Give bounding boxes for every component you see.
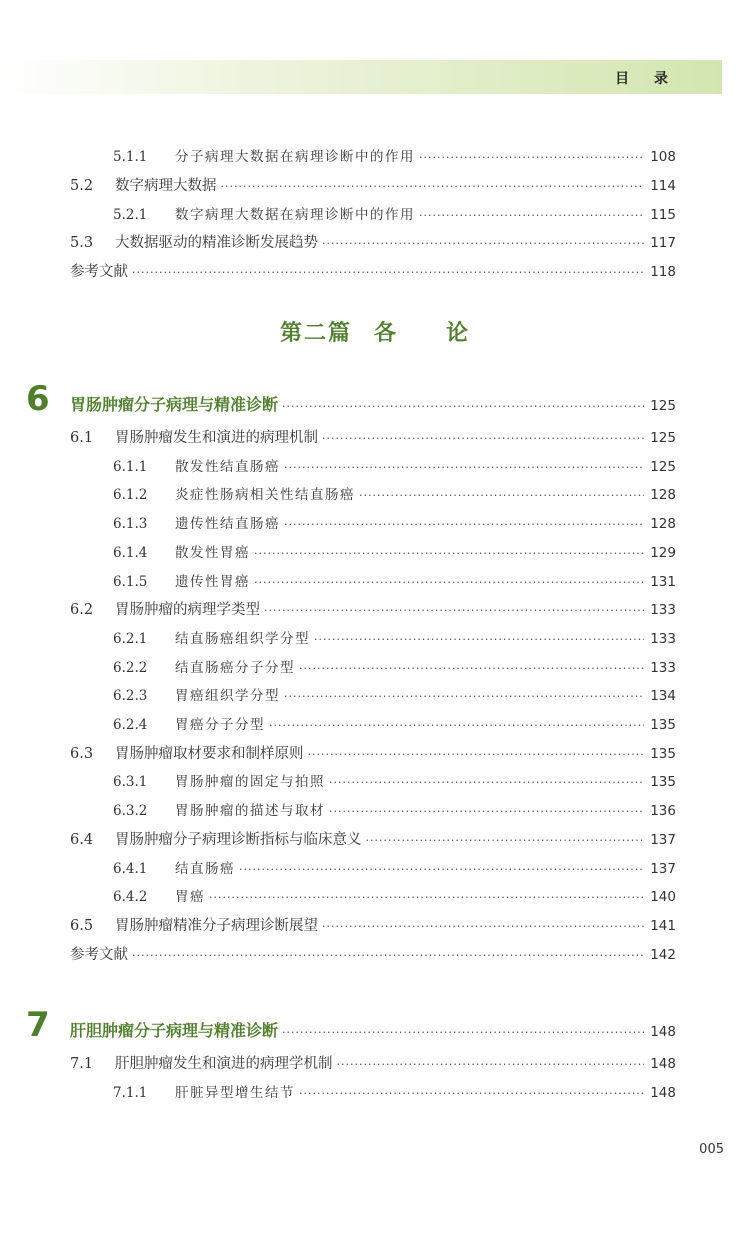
entry-title: 胃癌: [175, 889, 205, 906]
page-number: 005: [699, 1142, 724, 1157]
leader-dots: [264, 600, 644, 622]
entry-number: 7.1: [70, 1056, 94, 1072]
entry-title: 炎症性肠病相关性结直肠癌: [175, 487, 355, 504]
entry-page: 137: [650, 860, 676, 877]
entry-number: 6.3: [70, 745, 94, 762]
leader-dots: [329, 772, 644, 794]
entry-page: 148: [650, 1084, 676, 1101]
entry-title: 胃肠肿瘤精准分子病理诊断展望: [115, 917, 318, 934]
entry-title: 分子病理大数据在病理诊断中的作用: [175, 149, 415, 165]
entry-number: 6.3.2: [113, 803, 148, 820]
leader-dots: [322, 428, 644, 450]
leader-dots: [239, 859, 644, 881]
entry-number: 6.2: [70, 602, 94, 619]
leader-dots: [322, 916, 644, 938]
entry-number: 5.3: [70, 235, 94, 251]
entry-number: 5.1.1: [113, 149, 148, 165]
leader-dots: [282, 1026, 644, 1039]
entry-page: 137: [650, 831, 676, 848]
entry-title: 参考文献: [70, 946, 128, 963]
leader-dots: [329, 801, 644, 823]
entry-number: 6.2.2: [113, 659, 148, 676]
leader-dots: [132, 945, 644, 967]
toc-entry[interactable]: [113, 484, 676, 506]
toc-entry[interactable]: [113, 513, 676, 535]
entry-page: 125: [650, 458, 676, 475]
entry-number: 6.2.1: [113, 630, 148, 647]
toc-entry[interactable]: [113, 628, 676, 650]
entry-title: 结直肠癌: [175, 860, 235, 877]
toc-entry[interactable]: [70, 175, 676, 197]
toc-entry[interactable]: [70, 232, 676, 254]
entry-number: 6.1.1: [113, 458, 148, 475]
entry-number: 6.1.5: [113, 573, 148, 590]
leader-dots: [299, 658, 644, 680]
leader-dots: [209, 887, 644, 909]
leader-dots: [366, 830, 645, 852]
leader-dots: [284, 686, 644, 708]
entry-number: 6.1: [70, 430, 94, 446]
toc-entry[interactable]: [113, 714, 676, 736]
entry-page: 117: [650, 235, 676, 251]
entry-page: 115: [650, 207, 676, 223]
entry-page: 148: [650, 1056, 676, 1072]
chapter-title: 胃肠肿瘤分子病理与精准诊断: [70, 395, 279, 414]
leader-dots: [337, 1054, 645, 1076]
leader-dots: [419, 147, 644, 169]
entry-number: 6.2.3: [113, 688, 148, 705]
entry-number: 6.1.3: [113, 516, 148, 533]
chapter-page: 148: [650, 1024, 676, 1040]
entry-title: 胃肠肿瘤的病理学类型: [115, 602, 260, 619]
entry-page: 133: [650, 630, 676, 647]
leader-dots: [322, 233, 644, 255]
entry-title: 胃肠肿瘤分子病理诊断指标与临床意义: [115, 831, 362, 848]
toc-entry[interactable]: [113, 886, 676, 908]
part-number: 第二篇: [279, 320, 352, 346]
entry-number: 5.2.1: [113, 207, 148, 223]
part-name-1: 各: [373, 320, 398, 346]
chapter-heading-6[interactable]: [26, 379, 676, 419]
entry-title: 结直肠癌分子分型: [175, 659, 295, 676]
entry-title: 肝脏异型增生结节: [175, 1084, 295, 1101]
entry-page: 114: [650, 178, 676, 194]
leader-dots: [359, 485, 644, 507]
chapter-number: 6: [26, 379, 50, 419]
toc-entry[interactable]: [113, 571, 676, 593]
entry-number: 6.2.4: [113, 717, 148, 733]
entry-title: 胃肠肿瘤发生和演进的病理机制: [115, 430, 318, 446]
chapter-heading-7[interactable]: [26, 1005, 676, 1045]
entry-title: 结直肠癌组织学分型: [175, 630, 310, 647]
entry-title: 数字病理大数据在病理诊断中的作用: [175, 207, 415, 223]
leader-dots: [221, 176, 645, 198]
entry-page: 133: [650, 602, 676, 619]
part-name-2: 论: [446, 320, 471, 346]
toc-entry[interactable]: [70, 915, 676, 937]
entry-title: 胃肠肿瘤取材要求和制样原则: [115, 745, 304, 762]
toc-entry-references[interactable]: [70, 261, 676, 283]
leader-dots: [284, 457, 644, 479]
leader-dots: [284, 514, 644, 536]
entry-page: 135: [650, 774, 676, 791]
header-band: [0, 60, 722, 94]
toc-entry[interactable]: [113, 657, 676, 679]
entry-title: 胃癌分子分型: [175, 717, 265, 733]
entry-title: 散发性胃癌: [175, 544, 250, 561]
toc-entry[interactable]: [113, 542, 676, 564]
entry-number: 6.1.2: [113, 487, 148, 504]
entry-title: 胃癌组织学分型: [175, 688, 280, 705]
toc-entry[interactable]: [113, 685, 676, 707]
entry-page: 131: [650, 573, 676, 590]
entry-number: 6.5: [70, 917, 94, 934]
entry-page: 134: [650, 688, 676, 705]
leader-dots: [269, 715, 644, 737]
leader-dots: [254, 572, 644, 594]
toc-entry[interactable]: [113, 456, 676, 478]
entry-page: 141: [650, 917, 676, 934]
entry-number: 6.4: [70, 831, 94, 848]
toc-entry[interactable]: [70, 743, 676, 765]
toc-entry[interactable]: [113, 1082, 676, 1104]
entry-page: 125: [650, 430, 676, 446]
entry-page: 128: [650, 487, 676, 504]
entry-title: 胃肠肿瘤的描述与取材: [175, 803, 325, 820]
leader-dots: [132, 262, 644, 284]
toc-entry-references[interactable]: [70, 944, 676, 966]
entry-title: 大数据驱动的精准诊断发展趋势: [115, 235, 318, 251]
entry-page: 140: [650, 889, 676, 906]
leader-dots: [308, 744, 645, 766]
chapter-title: 肝胆肿瘤分子病理与精准诊断: [70, 1021, 279, 1040]
part-title: [0, 316, 750, 347]
toc-entry[interactable]: [113, 204, 676, 226]
toc-entry[interactable]: [70, 829, 676, 851]
leader-dots: [419, 205, 644, 227]
entry-title: 数字病理大数据: [115, 178, 217, 194]
entry-page: 133: [650, 659, 676, 676]
entry-page: 118: [650, 264, 676, 280]
entry-number: 6.4.2: [113, 889, 148, 906]
entry-page: 136: [650, 803, 676, 820]
toc-entry[interactable]: [70, 427, 676, 449]
entry-title: 散发性结直肠癌: [175, 458, 280, 475]
entry-number: 6.3.1: [113, 774, 148, 791]
entry-number: 7.1.1: [113, 1084, 148, 1101]
entry-page: 135: [650, 745, 676, 762]
entry-title: 遗传性胃癌: [175, 573, 250, 590]
entry-page: 128: [650, 516, 676, 533]
leader-dots: [314, 629, 644, 651]
leader-dots: [282, 400, 644, 413]
toc-entry[interactable]: [113, 771, 676, 793]
entry-number: 6.1.4: [113, 544, 148, 561]
entry-number: 5.2: [70, 178, 94, 194]
entry-number: 6.4.1: [113, 860, 148, 877]
toc-entry[interactable]: [113, 800, 676, 822]
entry-page: 135: [650, 717, 676, 733]
entry-page: 142: [650, 946, 676, 963]
entry-page: 108: [650, 149, 676, 165]
toc-entry[interactable]: [70, 599, 676, 621]
toc-entry[interactable]: [113, 858, 676, 880]
entry-page: 129: [650, 544, 676, 561]
toc-entry[interactable]: [113, 146, 676, 168]
running-header-title: 目 录: [615, 71, 678, 87]
chapter-number: 7: [26, 1005, 50, 1045]
leader-dots: [299, 1083, 644, 1105]
entry-title: 肝胆肿瘤发生和演进的病理学机制: [115, 1056, 333, 1072]
leader-dots: [254, 543, 644, 565]
entry-title: 胃肠肿瘤的固定与拍照: [175, 774, 325, 791]
chapter-page: 125: [650, 398, 676, 414]
entry-title: 遗传性结直肠癌: [175, 516, 280, 533]
toc-entry[interactable]: [70, 1053, 676, 1075]
entry-title: 参考文献: [70, 264, 128, 280]
